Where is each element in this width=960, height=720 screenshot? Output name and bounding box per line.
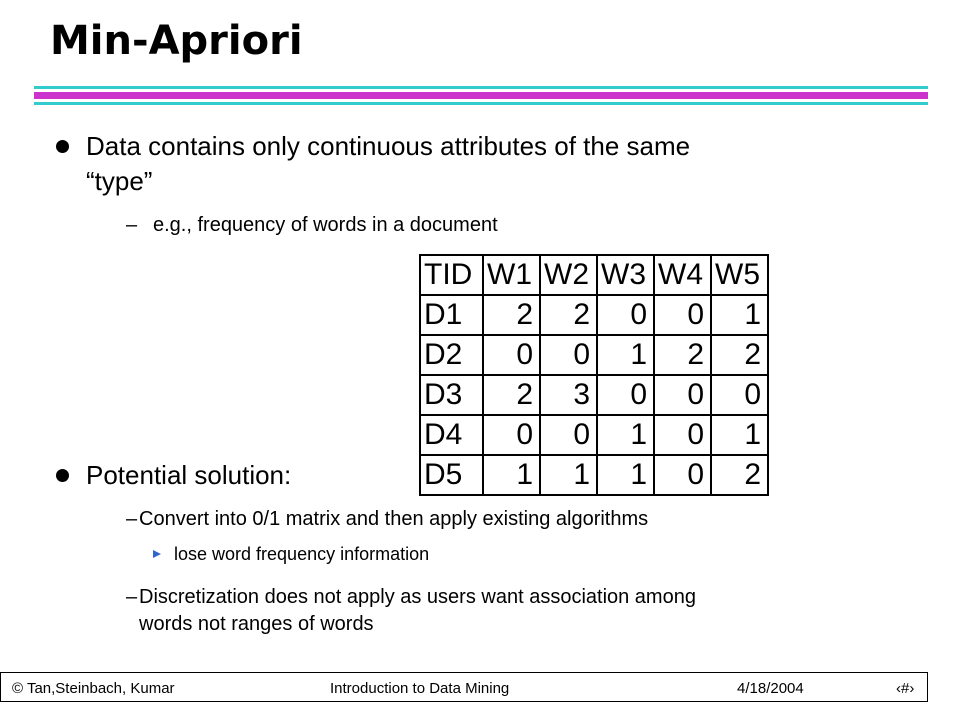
table-row xyxy=(420,455,768,495)
sub-bullet-dash: – xyxy=(126,214,138,236)
table-header-cell: W3 xyxy=(597,255,654,295)
footer-authors: © Tan,Steinbach, Kumar xyxy=(12,680,175,697)
diamond-bullet-icon xyxy=(152,549,162,559)
table-cell: 1 xyxy=(597,335,654,375)
table-cell: 0 xyxy=(654,415,711,455)
table-cell: 0 xyxy=(483,415,540,455)
table-header-cell: W4 xyxy=(654,255,711,295)
table-row xyxy=(420,415,768,455)
bullet-2-sub-2-text-line1: Discretization does not apply as users want association among xyxy=(139,586,696,608)
table-cell: 0 xyxy=(597,375,654,415)
table-header-cell: W5 xyxy=(711,255,768,295)
table-cell: 2 xyxy=(540,295,597,335)
table-cell: 2 xyxy=(483,375,540,415)
table-cell: 2 xyxy=(711,335,768,375)
word-frequency-table xyxy=(419,254,769,496)
table-header-row xyxy=(420,255,768,295)
table-cell: D4 xyxy=(420,415,483,455)
title-rule-bottom xyxy=(34,102,928,105)
table-cell: 3 xyxy=(540,375,597,415)
table-cell: 1 xyxy=(597,415,654,455)
table-cell: 1 xyxy=(540,455,597,495)
table-cell: 0 xyxy=(540,335,597,375)
bullet-2-sub-2-text-line2: words not ranges of words xyxy=(139,613,374,635)
bullet-dot xyxy=(56,469,69,482)
footer-course: Introduction to Data Mining xyxy=(330,680,510,697)
footer-date: 4/18/2004 xyxy=(737,680,804,697)
table-cell: 2 xyxy=(711,455,768,495)
bullet-2-sub-1-subsub-text: lose word frequency information xyxy=(174,544,430,564)
table-cell: D1 xyxy=(420,295,483,335)
table-row xyxy=(420,295,768,335)
table-cell: 1 xyxy=(711,295,768,335)
footer-page-number: ‹#› xyxy=(896,680,915,697)
table-cell: 0 xyxy=(597,295,654,335)
table-cell: D5 xyxy=(420,455,483,495)
table-header-cell: TID xyxy=(420,255,483,295)
title-rule-top xyxy=(34,86,928,89)
table-cell: 0 xyxy=(483,335,540,375)
title-rule-middle xyxy=(34,92,928,99)
sub-bullet-dash: – xyxy=(126,586,138,608)
table-cell: 2 xyxy=(483,295,540,335)
table-header-cell: W1 xyxy=(483,255,540,295)
table-row xyxy=(420,375,768,415)
sub-bullet-dash: – xyxy=(126,508,138,530)
bullet-1-sub-text: e.g., frequency of words in a document xyxy=(153,214,498,236)
table-cell: 0 xyxy=(711,375,768,415)
table-cell: 1 xyxy=(597,455,654,495)
table-cell: D2 xyxy=(420,335,483,375)
table-cell: D3 xyxy=(420,375,483,415)
table-cell: 0 xyxy=(654,375,711,415)
table-cell: 0 xyxy=(654,455,711,495)
bullet-2-sub-1-text: Convert into 0/1 matrix and then apply existing algorithms xyxy=(139,508,649,530)
table-cell: 0 xyxy=(654,295,711,335)
table-row xyxy=(420,335,768,375)
table-cell: 1 xyxy=(483,455,540,495)
table-cell: 2 xyxy=(654,335,711,375)
table-cell: 0 xyxy=(540,415,597,455)
bullet-2-text: Potential solution: xyxy=(86,460,292,490)
bullet-dot xyxy=(56,140,69,153)
slide-title: Min-Apriori xyxy=(50,18,303,64)
table-cell: 1 xyxy=(711,415,768,455)
bullet-1-text-line2: “type” xyxy=(86,166,153,196)
bullet-1-text-line1: Data contains only continuous attributes of the same xyxy=(86,131,691,161)
table-header-cell: W2 xyxy=(540,255,597,295)
